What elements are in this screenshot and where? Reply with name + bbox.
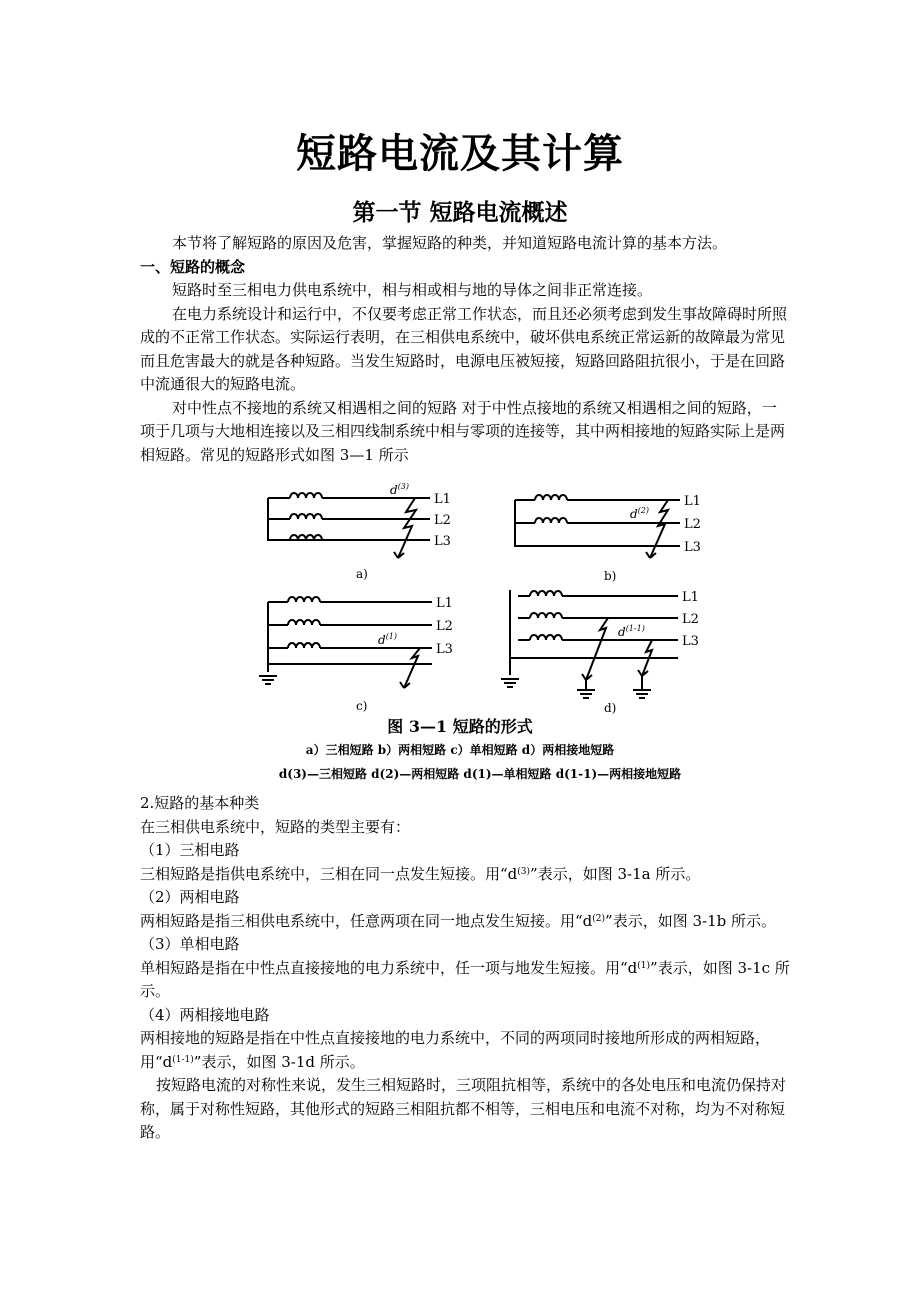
line-label-a-l3: L3 [434, 534, 451, 549]
closing-paragraph: 按短路电流的对称性来说，发生三相短路时，三项阻抗相等，系统中的各处电压和电流仍保持对称，属于对称性短路，其他形式的短路三相阻抗都不相等，三相电压和电流不对称，均为不对称短路。 [140, 1076, 787, 1141]
line-label-b-l1: L1 [684, 494, 701, 509]
concept-heading: 一、短路的概念 [140, 257, 246, 276]
panel-a-diagram [268, 493, 430, 558]
panel-label-d: d) [604, 701, 617, 715]
type-1-label: （1）三相电路 [140, 841, 240, 859]
panel-a-mark: $d^{(3)}$ [390, 482, 410, 497]
type-3-text: 单相短路是指在中性点直接接地的电力系统中，任一项与地发生短接。用“$d^{(1)}$”表示，如图 3-1c 所示。 [140, 958, 790, 1000]
concept-paragraph-1: 短路时至三相电力供电系统中，相与相或相与地的导体之间非正常连接。 [172, 281, 653, 299]
panel-d-diagram [501, 590, 678, 698]
panel-c-diagram [259, 597, 432, 688]
type-2-label: （2）两相电路 [140, 888, 240, 906]
line-label-c-l3: L3 [436, 642, 453, 657]
page-title: 短路电流及其计算 [296, 130, 624, 177]
panel-label-a: a) [356, 567, 368, 581]
panel-label-b: b) [604, 569, 617, 583]
panel-b-mark: $d^{(2)}$ [630, 506, 650, 521]
intro-paragraph: 本节将了解短路的原因及危害，掌握短路的种类，并知道短路电流计算的基本方法。 [172, 234, 728, 252]
line-label-a-l2: L2 [434, 513, 451, 528]
line-label-b-l3: L3 [684, 540, 701, 555]
type-4-text: 两相接地的短路是指在中性点直接接地的电力系统中，不同的两项同时接地所形成的两相短路，用“$d^{(1-1)}$”表示，如图 3-1d 所示。 [140, 1029, 771, 1071]
intro-block [140, 232, 790, 467]
types-heading: 2.短路的基本种类 [140, 794, 260, 812]
section-title: 第一节 短路电流概述 [352, 199, 568, 226]
types-lead: 在三相供电系统中，短路的类型主要有： [140, 817, 411, 836]
line-label-c-l1: L1 [436, 596, 453, 611]
type-2-text: 两相短路是指三相供电系统中，任意两项在同一地点发生短接。用“$d^{(2)}$”表示，如图 3-1b 所示。 [140, 911, 776, 930]
concept-paragraph-2: 在电力系统设计和运行中，不仅要考虑正常工作状态，而且还必须考虑到发生事故障碍时所照成的不正常工作状态。实际运行表明，在三相供电系统中，破坏供电系统正常运新的故障最为常见而且危害最大的就是各种短路。当发生短路时，电源电压被短接，短路回路阻抗很小，于是在回路中流通很大的短路电流。 [140, 304, 788, 393]
panel-b-diagram [515, 495, 680, 558]
figure-legend-1: a）三相短路 b）两相短路 c）单相短路 d）两相接地短路 [305, 743, 615, 757]
panel-c-mark: $d^{(1)}$ [378, 632, 398, 647]
panel-label-c: c) [356, 699, 368, 713]
concept-paragraph-3: 对中性点不接地的系统又相遇相之间的短路 对于中性点接地的系统又相遇相之间的短路，一项于几项与大地相连接以及三相四线制系统中相与零项的连接等，其中两相接地的短路实际上是两相短路。常见的短路形式如图 3—1 所示 [140, 398, 786, 464]
figure-3-1 [180, 480, 740, 790]
figure-legend-2: d(3)—三相短路 d(2)—两相短路 d(1)—单相短路 d(1-1)—两相接地短路 [278, 767, 682, 781]
line-label-d-l3: L3 [682, 634, 699, 649]
panel-d-mark: $d^{(1-1)}$ [618, 624, 645, 639]
line-label-a-l1: L1 [434, 492, 451, 507]
type-4-label: （4）两相接地电路 [140, 1005, 270, 1024]
type-1-text: 三相短路是指供电系统中，三相在同一点发生短接。用“$d^{(3)}$”表示，如图 3-1a 所示。 [140, 864, 701, 883]
line-label-b-l2: L2 [684, 517, 701, 532]
figure-caption: 图 3—1 短路的形式 [387, 717, 533, 736]
types-block [140, 792, 790, 1145]
line-label-c-l2: L2 [436, 619, 453, 634]
line-label-d-l2: L2 [682, 612, 699, 627]
type-3-label: （3）单相电路 [140, 935, 240, 953]
line-label-d-l1: L1 [682, 590, 699, 605]
